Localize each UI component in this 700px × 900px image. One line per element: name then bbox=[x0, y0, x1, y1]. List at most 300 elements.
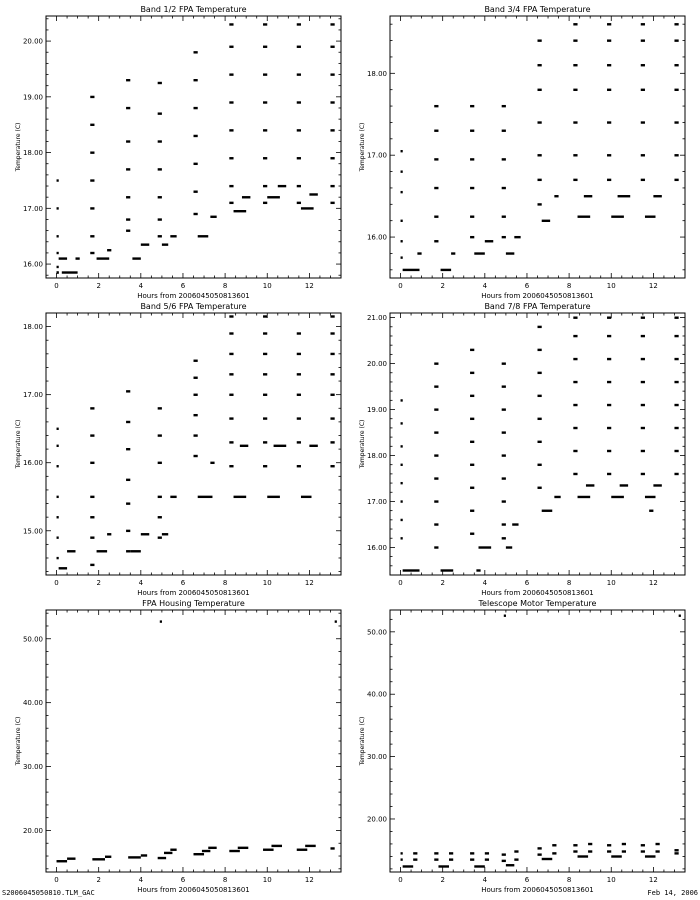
data-point bbox=[674, 64, 678, 66]
data-point bbox=[90, 462, 94, 464]
plot-frame bbox=[46, 313, 341, 575]
data-point bbox=[57, 516, 59, 518]
data-point bbox=[538, 64, 542, 66]
data-point bbox=[573, 404, 577, 406]
data-point bbox=[438, 865, 449, 867]
data-point bbox=[297, 353, 301, 355]
data-point bbox=[330, 465, 334, 467]
data-point bbox=[506, 546, 512, 548]
y-tick-label: 17.00 bbox=[22, 204, 43, 213]
data-point bbox=[107, 249, 111, 251]
data-point bbox=[194, 135, 198, 137]
data-point bbox=[588, 843, 592, 845]
data-point bbox=[194, 190, 198, 192]
y-tick-label: 50.00 bbox=[22, 635, 43, 644]
data-point bbox=[210, 462, 214, 464]
data-point bbox=[158, 218, 162, 220]
chart-panel bbox=[15, 5, 341, 300]
data-point bbox=[554, 195, 558, 197]
data-point bbox=[126, 502, 130, 504]
data-point bbox=[641, 89, 645, 91]
y-tick-label: 16.00 bbox=[366, 233, 387, 242]
data-point bbox=[309, 445, 317, 447]
data-point bbox=[126, 479, 130, 481]
data-point bbox=[274, 445, 287, 447]
data-point bbox=[62, 271, 78, 273]
data-point bbox=[573, 154, 577, 156]
data-point bbox=[130, 550, 141, 552]
data-point bbox=[234, 496, 247, 498]
data-point bbox=[434, 500, 438, 502]
data-point bbox=[542, 220, 550, 222]
data-point bbox=[401, 852, 403, 854]
y-tick-label: 18.00 bbox=[22, 323, 43, 332]
data-point bbox=[263, 202, 267, 204]
data-point bbox=[474, 865, 485, 867]
data-point bbox=[470, 441, 474, 443]
data-point bbox=[573, 381, 577, 383]
data-point bbox=[514, 858, 518, 860]
data-point bbox=[330, 353, 334, 355]
data-point bbox=[263, 315, 267, 317]
data-point bbox=[502, 454, 506, 456]
data-point bbox=[57, 465, 59, 467]
chart-panel bbox=[359, 302, 685, 597]
data-point bbox=[263, 441, 267, 443]
data-point bbox=[434, 362, 438, 364]
data-point bbox=[622, 843, 626, 845]
data-point bbox=[297, 73, 301, 75]
data-point bbox=[538, 418, 542, 420]
y-tick-label: 17.00 bbox=[22, 391, 43, 400]
data-point bbox=[263, 417, 267, 419]
data-point bbox=[297, 202, 301, 204]
data-point bbox=[674, 23, 678, 25]
data-point bbox=[434, 105, 438, 107]
data-point bbox=[622, 850, 626, 852]
data-point bbox=[641, 844, 645, 846]
data-point bbox=[90, 179, 94, 181]
chart-title: Band 3/4 FPA Temperature bbox=[484, 5, 591, 14]
data-point bbox=[229, 441, 233, 443]
data-point bbox=[607, 64, 611, 66]
x-axis-label: Hours from 2006045050813601 bbox=[481, 292, 594, 300]
x-axis-label: Hours from 2006045050813601 bbox=[137, 292, 250, 300]
data-point bbox=[554, 496, 560, 498]
data-point bbox=[401, 464, 403, 466]
y-tick-label: 20.00 bbox=[366, 360, 387, 369]
data-point bbox=[653, 484, 661, 486]
data-point bbox=[674, 179, 678, 181]
data-point bbox=[620, 484, 628, 486]
data-point bbox=[674, 473, 678, 475]
y-tick-label: 20.00 bbox=[22, 37, 43, 46]
data-point bbox=[158, 82, 162, 84]
x-tick-label: 6 bbox=[524, 282, 530, 290]
data-point bbox=[674, 154, 678, 156]
data-point bbox=[164, 852, 172, 854]
x-tick-label: 6 bbox=[180, 282, 186, 290]
plot-frame bbox=[46, 16, 341, 278]
data-point bbox=[401, 399, 403, 401]
data-point bbox=[607, 427, 611, 429]
data-point bbox=[434, 546, 438, 548]
plot-frame bbox=[390, 610, 685, 872]
data-point bbox=[573, 89, 577, 91]
data-point bbox=[263, 394, 267, 396]
data-point bbox=[297, 157, 301, 159]
data-point bbox=[57, 445, 59, 447]
y-tick-label: 18.00 bbox=[366, 69, 387, 78]
data-point bbox=[645, 855, 656, 857]
chart-panel bbox=[15, 302, 341, 597]
data-point bbox=[578, 215, 591, 217]
data-point bbox=[470, 187, 474, 189]
y-tick-label: 15.00 bbox=[22, 527, 43, 536]
data-point bbox=[470, 852, 474, 854]
data-point bbox=[674, 316, 678, 318]
data-point bbox=[512, 523, 518, 525]
data-point bbox=[607, 844, 611, 846]
data-point bbox=[502, 385, 506, 387]
y-axis-label: Temperature (C) bbox=[359, 122, 366, 172]
data-point bbox=[502, 537, 506, 539]
y-tick-label: 19.00 bbox=[366, 406, 387, 415]
x-tick-label: 0 bbox=[54, 876, 59, 884]
data-point bbox=[586, 484, 594, 486]
x-tick-label: 0 bbox=[54, 282, 59, 290]
data-point bbox=[502, 860, 506, 862]
data-point bbox=[194, 434, 198, 436]
data-point bbox=[502, 362, 506, 364]
data-point bbox=[607, 23, 611, 25]
data-point bbox=[470, 130, 474, 132]
data-point bbox=[330, 23, 334, 25]
data-point bbox=[330, 332, 334, 334]
data-point bbox=[263, 185, 267, 187]
data-point bbox=[441, 569, 454, 571]
data-points bbox=[57, 315, 335, 569]
x-axis-label: Hours from 2006045050813601 bbox=[137, 589, 250, 597]
x-tick-label: 10 bbox=[262, 876, 272, 884]
data-point bbox=[470, 236, 474, 238]
data-point bbox=[607, 473, 611, 475]
data-point bbox=[297, 332, 301, 334]
data-point bbox=[538, 853, 542, 855]
data-point bbox=[229, 23, 233, 25]
data-point bbox=[158, 235, 162, 237]
data-point bbox=[57, 536, 59, 538]
data-point bbox=[434, 431, 438, 433]
data-point bbox=[160, 620, 162, 622]
data-point bbox=[653, 195, 661, 197]
data-point bbox=[401, 482, 403, 484]
data-point bbox=[158, 196, 162, 198]
data-point bbox=[330, 129, 334, 131]
data-point bbox=[434, 523, 438, 525]
x-tick-label: 10 bbox=[262, 579, 272, 587]
data-point bbox=[607, 39, 611, 41]
data-point bbox=[330, 441, 334, 443]
data-point bbox=[538, 89, 542, 91]
y-axis-label: Temperature (C) bbox=[15, 716, 22, 766]
data-point bbox=[538, 349, 542, 351]
date-label: Feb 14, 2006 bbox=[647, 889, 698, 897]
data-point bbox=[141, 243, 149, 245]
data-point bbox=[470, 464, 474, 466]
plot-frame bbox=[390, 16, 685, 278]
data-point bbox=[198, 235, 209, 237]
data-point bbox=[158, 407, 162, 409]
data-point bbox=[170, 849, 176, 851]
data-point bbox=[611, 855, 622, 857]
data-point bbox=[401, 519, 403, 521]
data-point bbox=[194, 455, 198, 457]
data-point bbox=[267, 496, 280, 498]
data-point bbox=[401, 150, 403, 152]
data-point bbox=[267, 196, 280, 198]
data-point bbox=[641, 335, 645, 337]
data-point bbox=[263, 129, 267, 131]
data-point bbox=[90, 496, 94, 498]
y-tick-label: 21.00 bbox=[366, 314, 387, 323]
data-point bbox=[330, 417, 334, 419]
data-point bbox=[641, 39, 645, 41]
data-point bbox=[401, 858, 403, 860]
data-point bbox=[141, 533, 149, 535]
y-axis-label: Temperature (C) bbox=[359, 716, 366, 766]
data-point bbox=[90, 252, 94, 254]
x-tick-label: 8 bbox=[222, 579, 228, 587]
data-point bbox=[538, 326, 542, 328]
data-point bbox=[330, 394, 334, 396]
data-point bbox=[502, 187, 506, 189]
data-point bbox=[57, 428, 59, 430]
data-point bbox=[434, 408, 438, 410]
data-point bbox=[67, 857, 75, 859]
data-point bbox=[305, 845, 316, 847]
y-tick-label: 20.00 bbox=[366, 815, 387, 824]
x-tick-label: 8 bbox=[566, 282, 572, 290]
data-point bbox=[194, 107, 198, 109]
data-point bbox=[126, 530, 130, 532]
x-tick-label: 0 bbox=[398, 876, 403, 884]
data-point bbox=[297, 46, 301, 48]
data-point bbox=[607, 381, 611, 383]
data-point bbox=[674, 39, 678, 41]
data-point bbox=[126, 79, 130, 81]
data-point bbox=[57, 496, 59, 498]
data-point bbox=[158, 496, 162, 498]
data-point bbox=[90, 235, 94, 237]
data-point bbox=[158, 140, 162, 142]
data-point bbox=[641, 316, 645, 318]
data-point bbox=[126, 196, 130, 198]
data-point bbox=[470, 105, 474, 107]
x-tick-label: 4 bbox=[482, 282, 488, 290]
data-point bbox=[645, 496, 656, 498]
data-point bbox=[263, 332, 267, 334]
data-point bbox=[538, 464, 542, 466]
data-point bbox=[229, 332, 233, 334]
data-point bbox=[514, 236, 520, 238]
x-tick-label: 8 bbox=[566, 579, 572, 587]
data-point bbox=[434, 130, 438, 132]
data-point bbox=[573, 473, 577, 475]
data-point bbox=[229, 46, 233, 48]
data-point bbox=[229, 417, 233, 419]
x-tick-label: 4 bbox=[482, 579, 488, 587]
data-point bbox=[309, 193, 317, 195]
data-point bbox=[141, 854, 147, 856]
data-point bbox=[434, 852, 438, 854]
data-point bbox=[194, 79, 198, 81]
plot-frame bbox=[46, 610, 341, 872]
data-point bbox=[502, 477, 506, 479]
data-point bbox=[413, 852, 417, 854]
x-tick-label: 2 bbox=[440, 579, 445, 587]
data-point bbox=[229, 465, 233, 467]
y-tick-label: 40.00 bbox=[22, 699, 43, 708]
data-point bbox=[90, 536, 94, 538]
data-point bbox=[401, 445, 403, 447]
data-point bbox=[674, 849, 678, 851]
data-point bbox=[401, 220, 403, 222]
data-point bbox=[158, 857, 166, 859]
data-point bbox=[674, 121, 678, 123]
x-tick-label: 8 bbox=[222, 876, 228, 884]
data-point bbox=[607, 154, 611, 156]
y-tick-label: 40.00 bbox=[366, 690, 387, 699]
data-point bbox=[538, 487, 542, 489]
data-point bbox=[538, 203, 542, 205]
data-point bbox=[474, 252, 485, 254]
data-point bbox=[502, 130, 506, 132]
data-point bbox=[90, 407, 94, 409]
data-point bbox=[128, 856, 141, 858]
data-point bbox=[607, 404, 611, 406]
data-point bbox=[403, 569, 420, 571]
data-point bbox=[132, 257, 140, 259]
y-tick-label: 19.00 bbox=[22, 93, 43, 102]
x-tick-label: 12 bbox=[304, 876, 314, 884]
data-point bbox=[401, 191, 403, 193]
data-point bbox=[607, 450, 611, 452]
data-point bbox=[607, 179, 611, 181]
x-tick-label: 10 bbox=[606, 282, 616, 290]
data-point bbox=[611, 215, 624, 217]
data-point bbox=[162, 243, 168, 245]
data-point bbox=[194, 163, 198, 165]
x-tick-label: 12 bbox=[304, 579, 314, 587]
x-tick-label: 10 bbox=[606, 579, 616, 587]
data-points bbox=[57, 620, 337, 862]
data-point bbox=[674, 450, 678, 452]
data-point bbox=[330, 157, 334, 159]
data-point bbox=[229, 394, 233, 396]
chart-panel bbox=[15, 599, 341, 894]
x-tick-label: 12 bbox=[648, 282, 658, 290]
data-point bbox=[263, 23, 267, 25]
data-point bbox=[57, 557, 59, 559]
data-point bbox=[330, 202, 334, 204]
data-point bbox=[297, 101, 301, 103]
data-point bbox=[485, 852, 489, 854]
data-point bbox=[97, 550, 108, 552]
data-point bbox=[641, 427, 645, 429]
data-point bbox=[470, 349, 474, 351]
data-point bbox=[297, 129, 301, 131]
data-point bbox=[573, 450, 577, 452]
data-point bbox=[641, 64, 645, 66]
data-point bbox=[301, 496, 312, 498]
data-point bbox=[126, 140, 130, 142]
data-point bbox=[573, 39, 577, 41]
data-point bbox=[90, 207, 94, 209]
data-point bbox=[210, 216, 216, 218]
data-point bbox=[538, 39, 542, 41]
data-point bbox=[542, 858, 553, 860]
data-point bbox=[57, 271, 59, 273]
data-point bbox=[538, 395, 542, 397]
y-tick-label: 16.00 bbox=[22, 260, 43, 269]
x-tick-label: 8 bbox=[566, 876, 572, 884]
data-point bbox=[573, 64, 577, 66]
data-point bbox=[618, 195, 631, 197]
data-point bbox=[76, 257, 80, 259]
data-point bbox=[514, 850, 518, 852]
x-tick-label: 10 bbox=[606, 876, 616, 884]
data-point bbox=[90, 151, 94, 153]
data-point bbox=[573, 335, 577, 337]
data-point bbox=[126, 550, 130, 552]
data-point bbox=[158, 536, 162, 538]
data-point bbox=[297, 417, 301, 419]
data-point bbox=[263, 849, 274, 851]
data-point bbox=[588, 850, 592, 852]
data-point bbox=[263, 353, 267, 355]
data-point bbox=[470, 487, 474, 489]
chart-title: Telescope Motor Temperature bbox=[478, 599, 597, 608]
data-point bbox=[403, 865, 414, 867]
data-point bbox=[126, 448, 130, 450]
data-point bbox=[158, 112, 162, 114]
data-point bbox=[449, 852, 453, 854]
data-point bbox=[649, 510, 653, 512]
data-point bbox=[656, 850, 660, 852]
data-point bbox=[242, 196, 250, 198]
x-tick-label: 6 bbox=[180, 579, 186, 587]
data-point bbox=[194, 51, 198, 53]
data-points bbox=[57, 23, 335, 273]
data-point bbox=[126, 218, 130, 220]
data-point bbox=[573, 179, 577, 181]
chart-title: Band 1/2 FPA Temperature bbox=[140, 5, 247, 14]
data-point bbox=[107, 533, 111, 535]
data-point bbox=[434, 158, 438, 160]
data-point bbox=[401, 537, 403, 539]
data-point bbox=[674, 381, 678, 383]
data-point bbox=[297, 373, 301, 375]
y-axis-label: Temperature (C) bbox=[15, 122, 22, 172]
y-tick-label: 17.00 bbox=[366, 497, 387, 506]
data-point bbox=[208, 847, 216, 849]
chart-panel bbox=[359, 5, 685, 300]
data-point bbox=[502, 523, 506, 525]
data-point bbox=[401, 500, 403, 502]
data-point bbox=[538, 179, 542, 181]
data-point bbox=[263, 101, 267, 103]
